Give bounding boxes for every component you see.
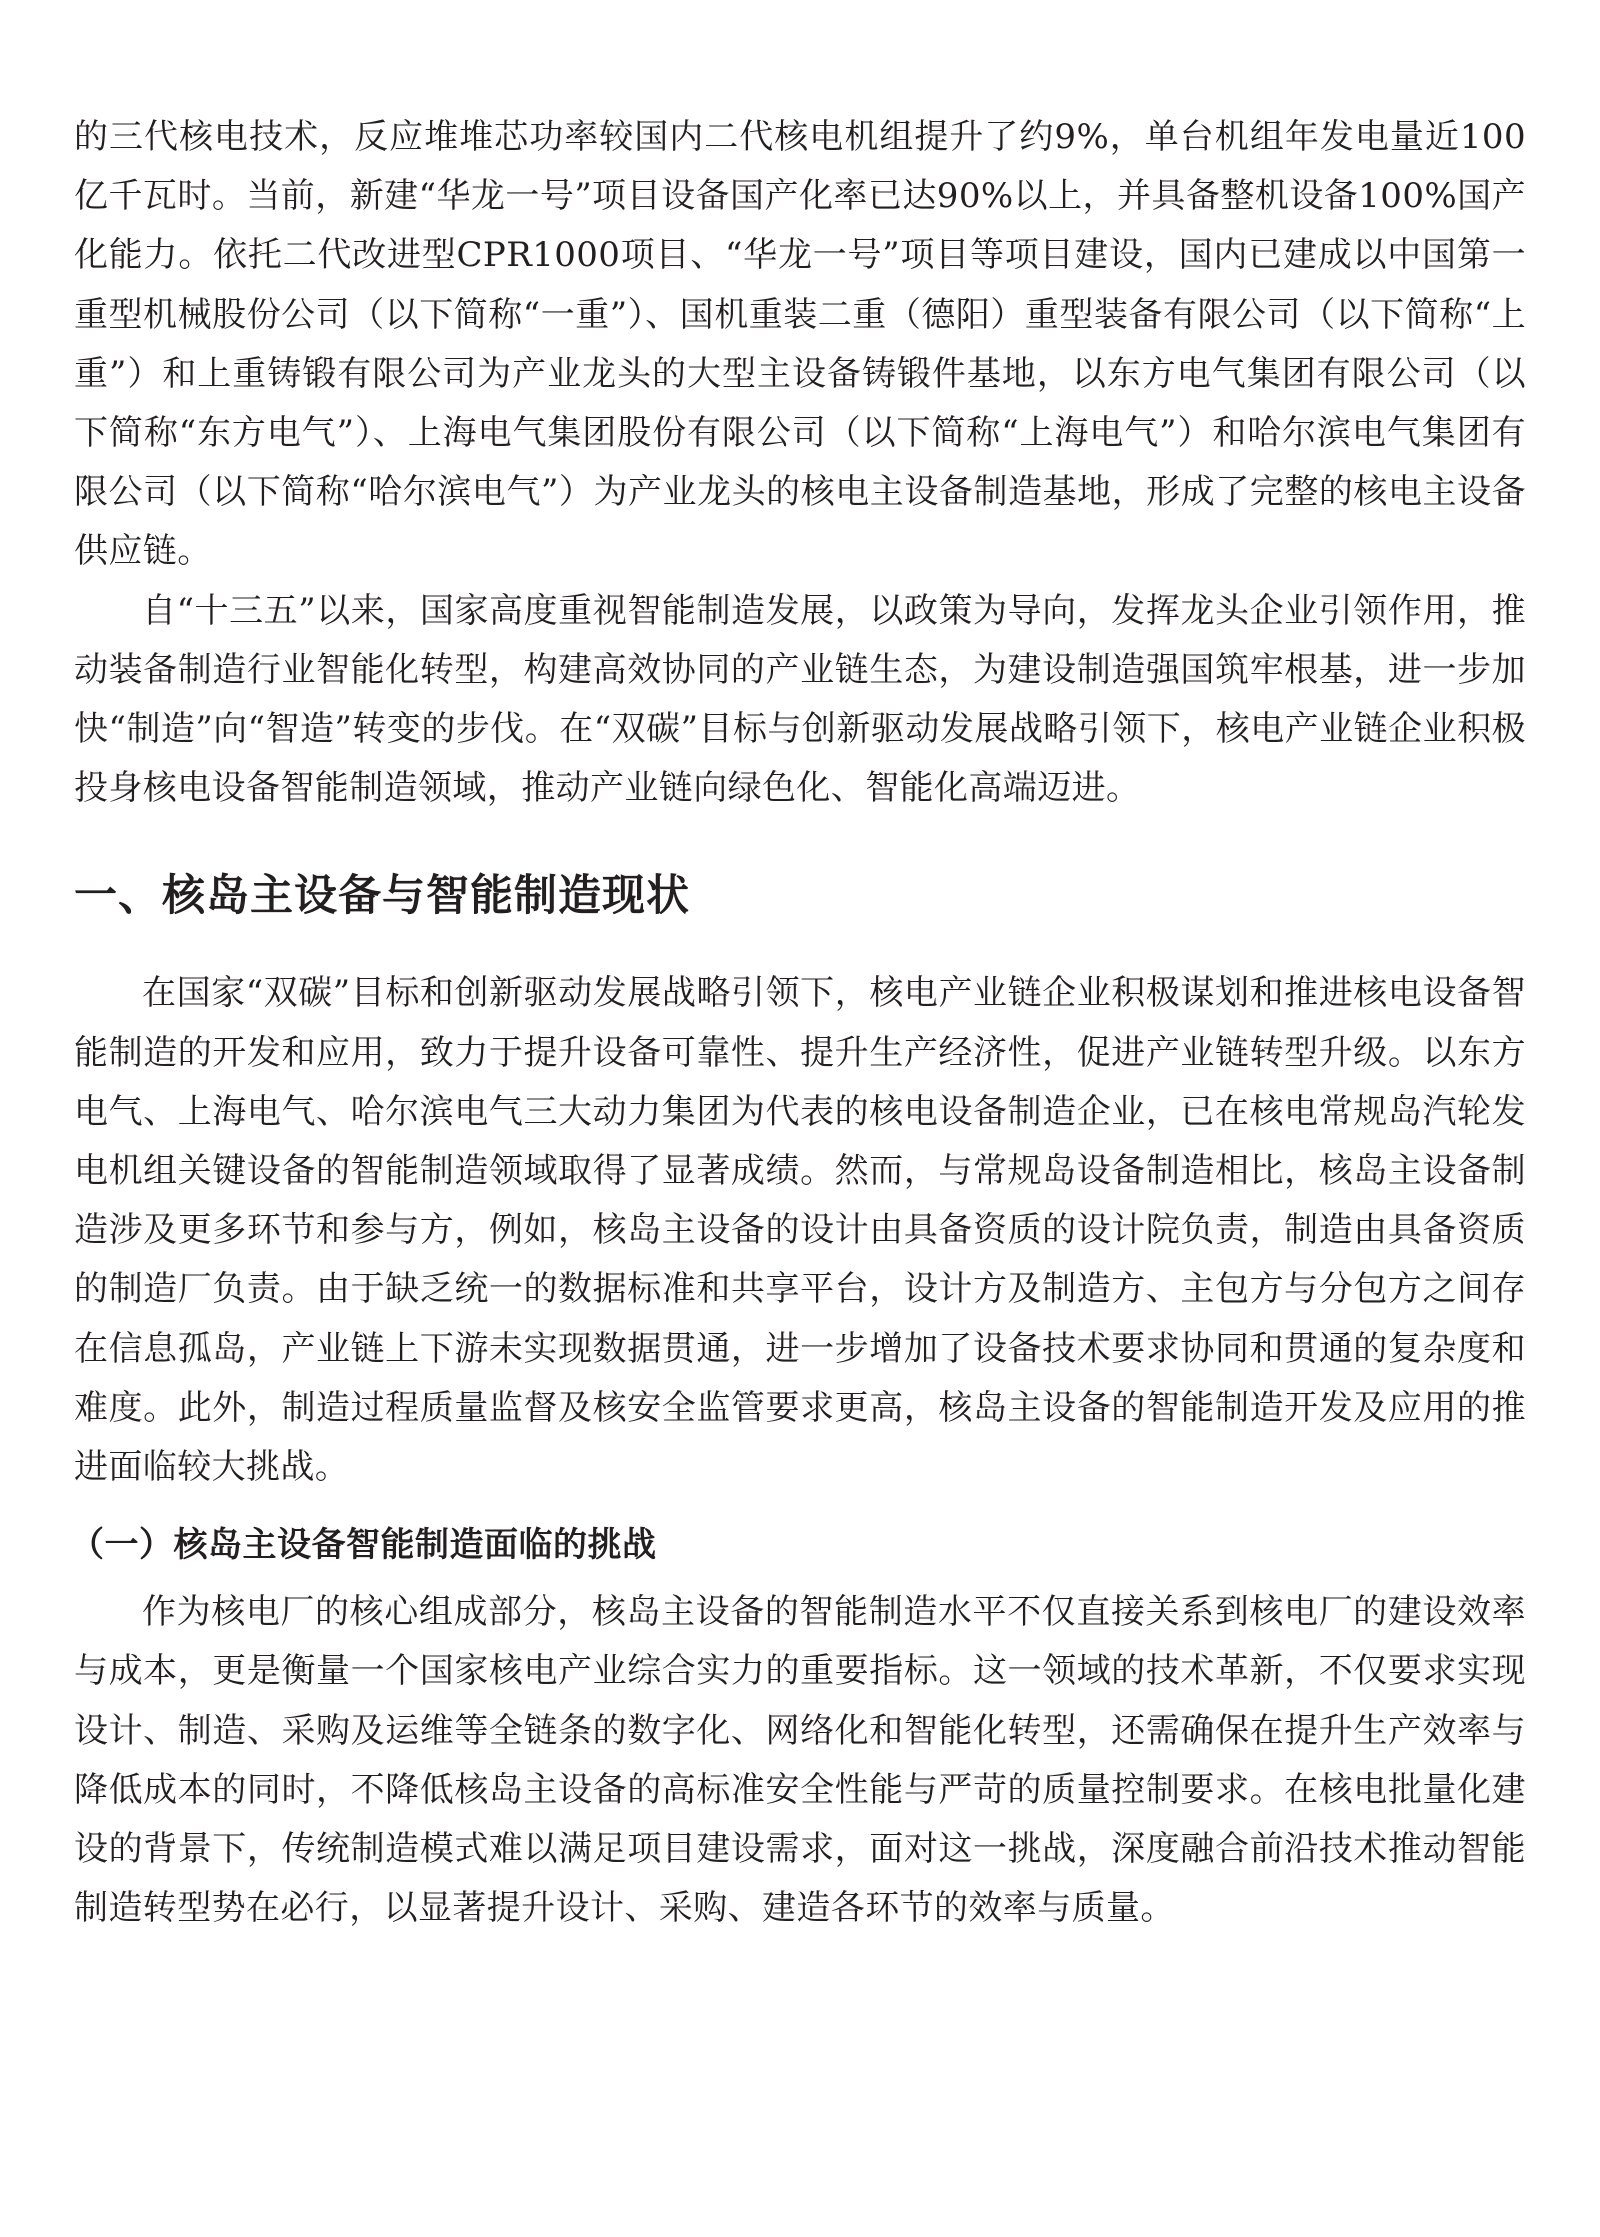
paragraph-challenges: 作为核电厂的核心组成部分，核岛主设备的智能制造水平不仅直接关系到核电厂的建设效率与成本，更是衡量一个国家核电产业综合实力的重要指标。这一领域的技术革新，不仅要求实现设计、制造、采购及运维等全链条的数字化、网络化和智能化转型，还需确保在提升生产效率与降低成本的同时，不降低核岛主设备的高标准安全性能与严苛的质量控制要求。在核电批量化建设的背景下，传统制造模式难以满足项目建设需求，面对这一挑战，深度融合前沿技术推动智能制造转型势在必行，以显著提升设计、采购、建造各环节的效率与质量。 [74,1592,1526,1929]
section-heading: 一、核岛主设备与智能制造现状 [74,871,690,922]
paragraph-status: 在国家“双碳”目标和创新驱动发展战略引领下，核电产业链企业积极谋划和推进核电设备智能制造的开发和应用，致力于提升设备可靠性、提升生产经济性，促进产业链转型升级。以东方电气、上海电气、哈尔滨电气三大动力集团为代表的核电设备制造企业，已在核电常规岛汽轮发电机组关键设备的智能制造领域取得了显著成绩。然而，与常规岛设备制造相比，核岛主设备制造涉及更多环节和参与方，例如，核岛主设备的设计由具备资质的设计院负责，制造由具备资质的制造厂负责。由于缺乏统一的数据标准和共享平台，设计方及制造方、主包方与分包方之间存在信息孤岛，产业链上下游未实现数据贯通，进一步增加了设备技术要求协同和贯通的复杂度和难度。此外，制造过程质量监督及核安全监管要求更高，核岛主设备的智能制造开发及应用的推进面临较大挑战。 [74,973,1526,1488]
document-page [70,108,1526,1938]
paragraph-policy: 自“十三五”以来，国家高度重视智能制造发展，以政策为导向，发挥龙头企业引领作用，推动装备制造行业智能化转型，构建高效协同的产业链生态，为建设制造强国筑牢根基，进一步加快“制造”向“智造”转变的步伐。在“双碳”目标与创新驱动发展战略引领下，核电产业链企业积极投身核电设备智能制造领域，推动产业链向绿色化、智能化高端迈进。 [74,590,1526,809]
subsection-heading: （一）核岛主设备智能制造面临的挑战 [70,1525,657,1566]
paragraph-continuation: 的三代核电技术，反应堆堆芯功率较国内二代核电机组提升了约9%，单台机组年发电量近100亿千瓦时。当前，新建“华龙一号”项目设备国产化率已达90%以上，并具备整机设备100%国产化能力。依托二代改进型CPR1000项目、“华龙一号”项目等项目建设，国内已建成以中国第一重型机械股份公司（以下简称“一重”）、国机重装二重（德阳）重型装备有限公司（以下简称“上重”）和上重铸锻有限公司为产业龙头的大型主设备铸锻件基地，以东方电气集团有限公司（以下简称“东方电气”）、上海电气集团股份有限公司（以下简称“上海电气”）和哈尔滨电气集团有限公司（以下简称“哈尔滨电气”）为产业龙头的核电主设备制造基地，形成了完整的核电主设备供应链。 [74,117,1526,572]
